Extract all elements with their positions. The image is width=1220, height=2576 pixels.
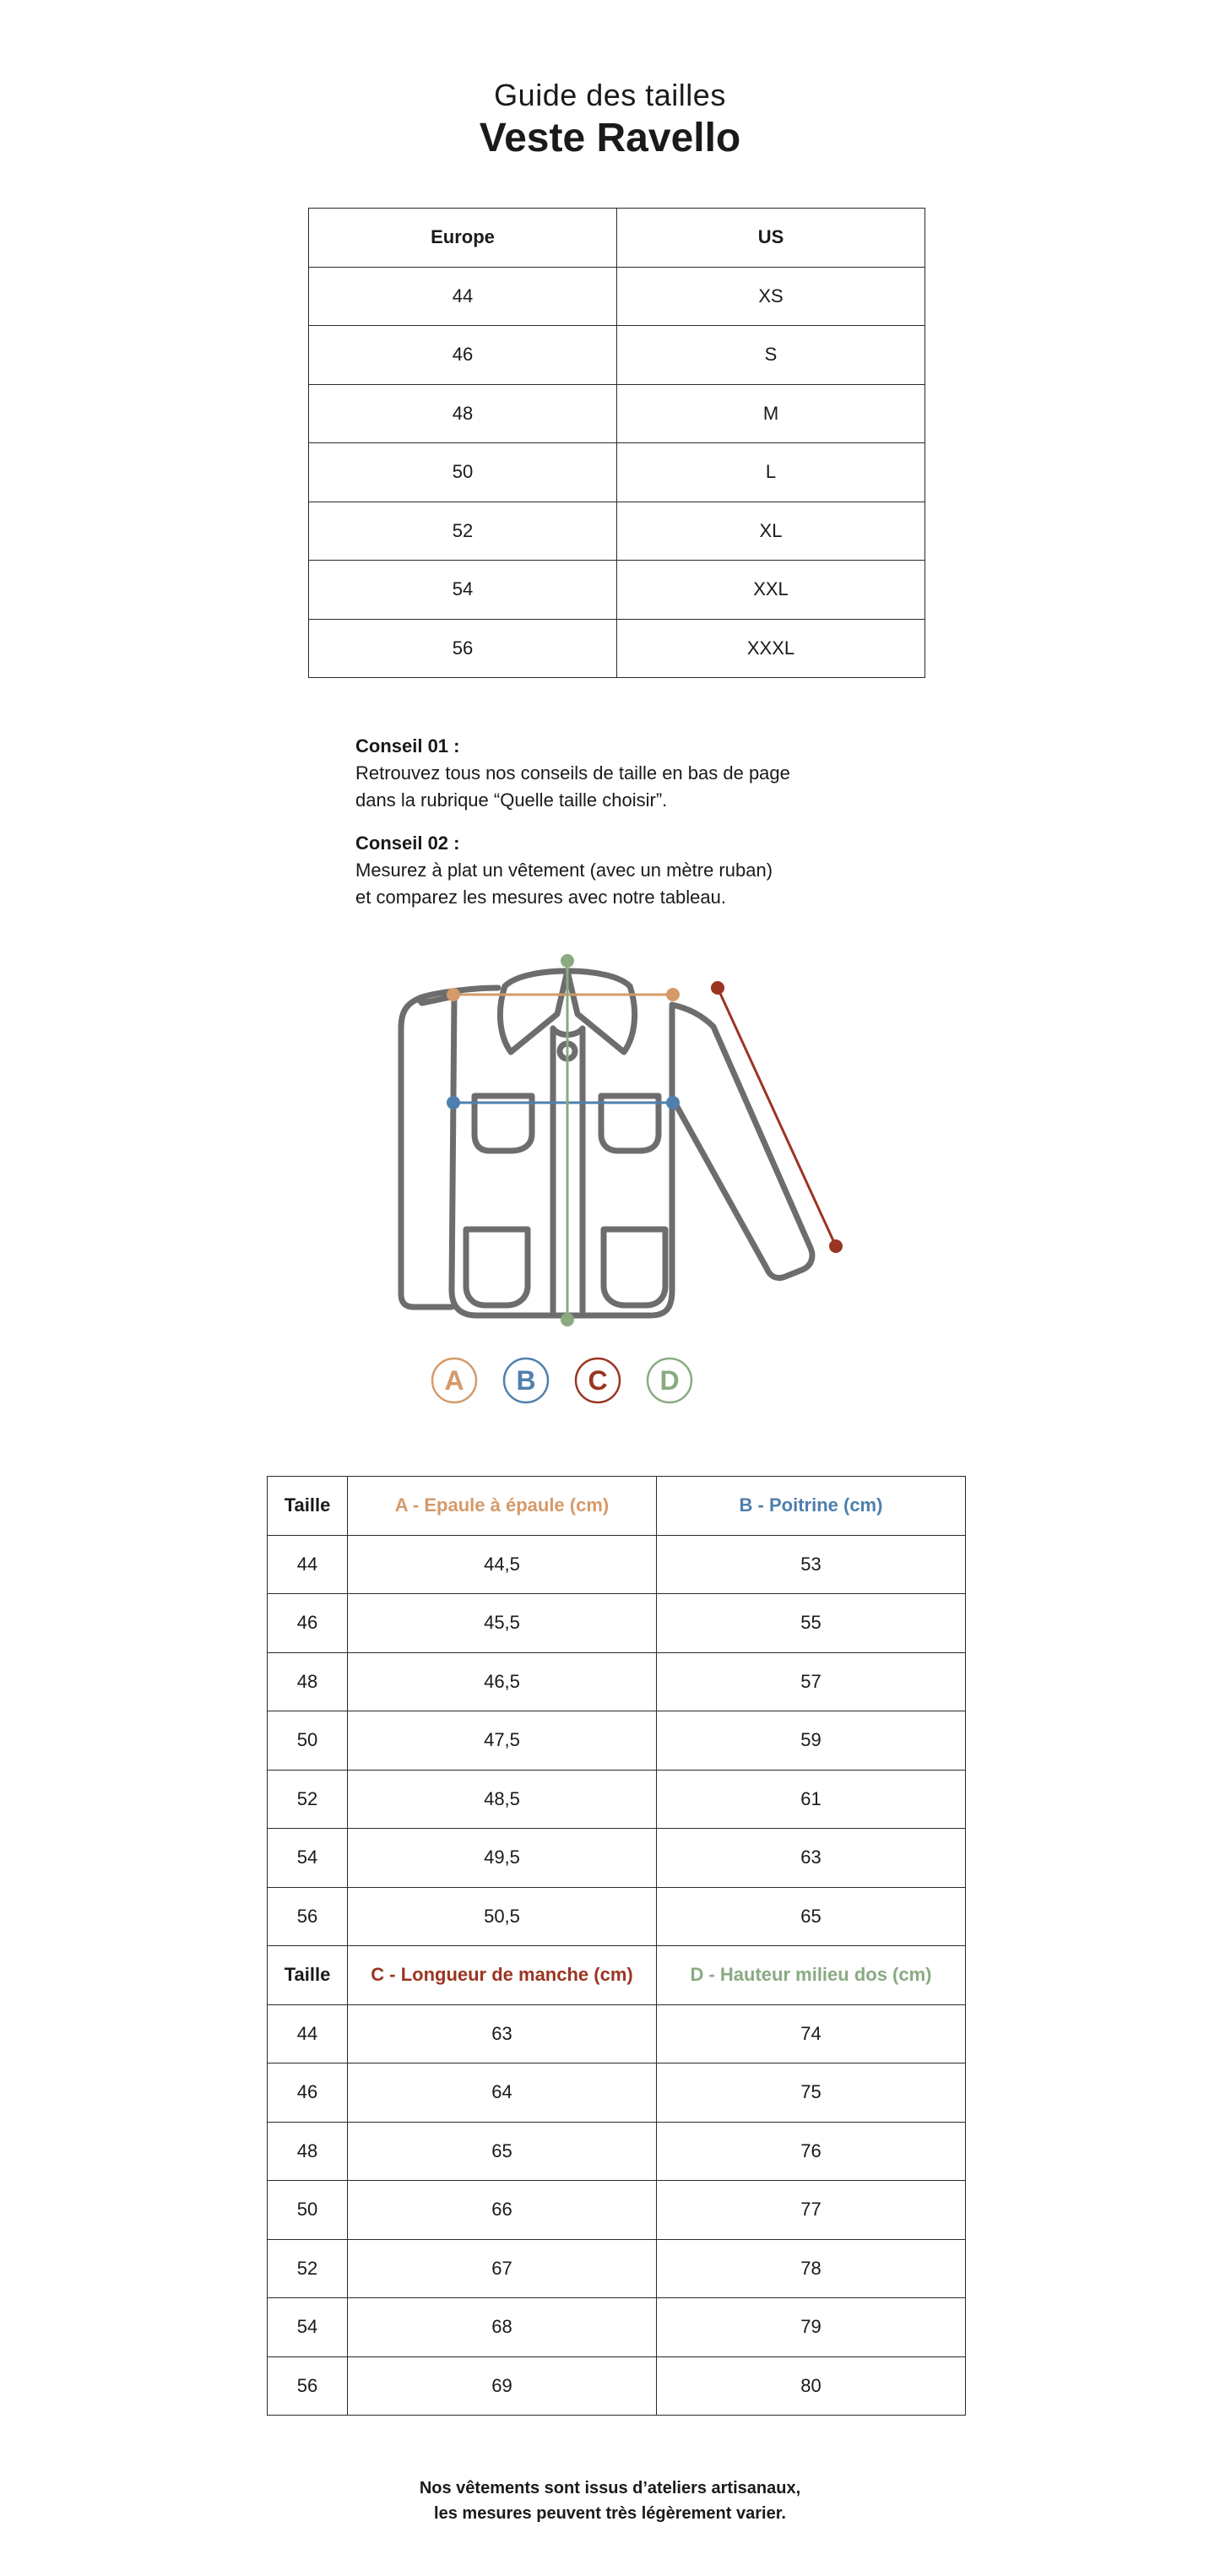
legend-c xyxy=(576,1359,620,1402)
table-row xyxy=(268,2239,966,2298)
table-row xyxy=(268,1711,966,1771)
measurements-table xyxy=(267,1476,966,2416)
measurement-cell: 65 xyxy=(657,1887,966,1946)
measurement-cell: 50,5 xyxy=(348,1887,657,1946)
measurement-header-cell: Taille xyxy=(268,1477,348,1536)
europe-size-cell: 44 xyxy=(309,267,617,326)
jacket-illustration-icon xyxy=(371,952,853,1341)
measurement-cell: 48,5 xyxy=(348,1770,657,1829)
size-conversion-table xyxy=(308,208,925,678)
header-europe: Europe xyxy=(309,209,617,268)
measure-legend xyxy=(422,1351,709,1410)
measurement-cell: 46 xyxy=(268,1594,348,1653)
measurement-cell: 77 xyxy=(657,2181,966,2240)
measurement-header-row xyxy=(268,1946,966,2005)
svg-text:D: D xyxy=(659,1365,680,1396)
tip-2-line-1: Mesurez à plat un vêtement (avec un mètre ruban) xyxy=(355,860,773,881)
table-row xyxy=(268,1594,966,1653)
measurement-header-row xyxy=(268,1477,966,1536)
legend-b xyxy=(504,1359,548,1402)
svg-text:A: A xyxy=(444,1365,464,1396)
table-row xyxy=(268,2004,966,2064)
measure-d-line xyxy=(561,954,574,1326)
europe-size-cell: 48 xyxy=(309,384,617,443)
page-subtitle: Guide des tailles xyxy=(494,78,726,112)
table-row xyxy=(268,2064,966,2123)
table-row xyxy=(268,2122,966,2181)
table-row xyxy=(309,384,925,443)
measurement-cell: 63 xyxy=(348,2004,657,2064)
legend-d xyxy=(648,1359,691,1402)
table-row xyxy=(309,443,925,502)
measurement-cell: 69 xyxy=(348,2356,657,2416)
us-size-cell: S xyxy=(617,326,925,385)
table-row xyxy=(309,326,925,385)
footer-note xyxy=(0,2476,1220,2526)
measurement-cell: 45,5 xyxy=(348,1594,657,1653)
table-row xyxy=(268,1887,966,1946)
us-size-cell: L xyxy=(617,443,925,502)
measurement-cell: 68 xyxy=(348,2298,657,2357)
table-row xyxy=(268,1829,966,1888)
svg-text:B: B xyxy=(516,1365,536,1396)
measurement-cell: 54 xyxy=(268,1829,348,1888)
measurement-cell: 52 xyxy=(268,2239,348,2298)
table-row xyxy=(268,1652,966,1711)
table-row xyxy=(268,2356,966,2416)
measurement-cell: 59 xyxy=(657,1711,966,1771)
table-row xyxy=(309,502,925,561)
measurement-cell: 47,5 xyxy=(348,1711,657,1771)
measurement-cell: 65 xyxy=(348,2122,657,2181)
measurement-cell: 54 xyxy=(268,2298,348,2357)
measurement-cell: 56 xyxy=(268,2356,348,2416)
measurement-header-cell: D - Hauteur milieu dos (cm) xyxy=(657,1946,966,2005)
svg-text:C: C xyxy=(588,1365,608,1396)
tip-2-title: Conseil 02 : xyxy=(355,832,460,854)
table-row xyxy=(268,1535,966,1594)
measurement-cell: 76 xyxy=(657,2122,966,2181)
header-us: US xyxy=(617,209,925,268)
us-size-cell: XXL xyxy=(617,561,925,620)
tip-1-line-2: dans la rubrique “Quelle taille choisir”. xyxy=(355,789,668,811)
measurement-cell: 44 xyxy=(268,1535,348,1594)
measurement-cell: 57 xyxy=(657,1652,966,1711)
measurement-cell: 48 xyxy=(268,2122,348,2181)
europe-size-cell: 46 xyxy=(309,326,617,385)
measurement-cell: 46,5 xyxy=(348,1652,657,1711)
measurement-cell: 63 xyxy=(657,1829,966,1888)
measurement-cell: 66 xyxy=(348,2181,657,2240)
table-row xyxy=(309,267,925,326)
us-size-cell: XXXL xyxy=(617,619,925,678)
measurement-cell: 49,5 xyxy=(348,1829,657,1888)
measurement-cell: 67 xyxy=(348,2239,657,2298)
measure-c-line xyxy=(711,981,843,1253)
table-header-row xyxy=(309,209,925,268)
measurement-header-cell: Taille xyxy=(268,1946,348,2005)
measurement-cell: 44,5 xyxy=(348,1535,657,1594)
page-title: Veste Ravello xyxy=(479,116,741,160)
measurement-cell: 53 xyxy=(657,1535,966,1594)
table-row xyxy=(268,2298,966,2357)
measurement-cell: 79 xyxy=(657,2298,966,2357)
europe-size-cell: 56 xyxy=(309,619,617,678)
us-size-cell: XS xyxy=(617,267,925,326)
measurement-cell: 52 xyxy=(268,1770,348,1829)
measurement-cell: 61 xyxy=(657,1770,966,1829)
table-row xyxy=(309,619,925,678)
measurement-cell: 50 xyxy=(268,1711,348,1771)
table-row xyxy=(268,2181,966,2240)
measurement-header-cell: C - Longueur de manche (cm) xyxy=(348,1946,657,2005)
europe-size-cell: 52 xyxy=(309,502,617,561)
measurement-header-cell: A - Epaule à épaule (cm) xyxy=(348,1477,657,1536)
measurement-cell: 75 xyxy=(657,2064,966,2123)
measurement-cell: 50 xyxy=(268,2181,348,2240)
europe-size-cell: 50 xyxy=(309,443,617,502)
measurement-cell: 74 xyxy=(657,2004,966,2064)
tip-1-title: Conseil 01 : xyxy=(355,735,460,757)
measurement-cell: 55 xyxy=(657,1594,966,1653)
measurement-header-cell: B - Poitrine (cm) xyxy=(657,1477,966,1536)
europe-size-cell: 54 xyxy=(309,561,617,620)
table-row xyxy=(309,561,925,620)
measurement-cell: 44 xyxy=(268,2004,348,2064)
table-row xyxy=(268,1770,966,1829)
measurement-cell: 48 xyxy=(268,1652,348,1711)
measurement-cell: 56 xyxy=(268,1887,348,1946)
tip-2 xyxy=(355,830,773,911)
us-size-cell: M xyxy=(617,384,925,443)
legend-a xyxy=(432,1359,476,1402)
tip-1 xyxy=(355,733,790,814)
measurement-cell: 80 xyxy=(657,2356,966,2416)
measurement-cell: 46 xyxy=(268,2064,348,2123)
tip-1-line-1: Retrouvez tous nos conseils de taille en bas de page xyxy=(355,762,790,784)
measurement-cell: 78 xyxy=(657,2239,966,2298)
footer-line-1: Nos vêtements sont issus d’ateliers artisanaux, xyxy=(419,2479,801,2497)
footer-line-2: les mesures peuvent très légèrement varier. xyxy=(434,2504,786,2523)
us-size-cell: XL xyxy=(617,502,925,561)
measurement-cell: 64 xyxy=(348,2064,657,2123)
tip-2-line-2: et comparez les mesures avec notre tableau. xyxy=(355,887,727,908)
